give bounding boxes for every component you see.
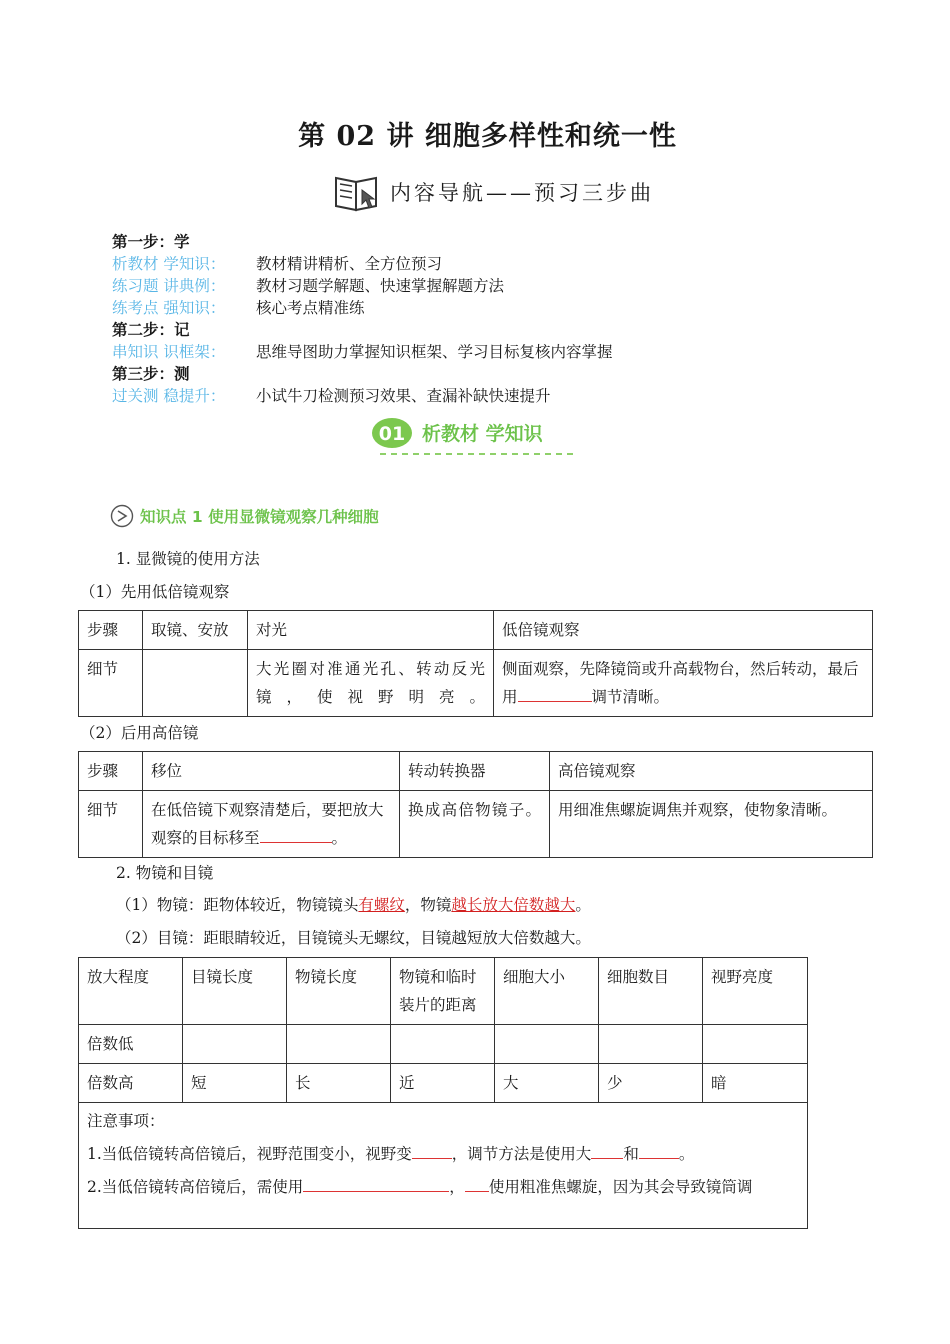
cell-text: 。 bbox=[331, 829, 348, 847]
table-cell bbox=[599, 1025, 703, 1064]
step-item-text: 教材习题学解题、快速掌握解题方法 bbox=[256, 277, 505, 295]
table-cell: 大 bbox=[495, 1064, 599, 1103]
fill-in-blank[interactable] bbox=[412, 1140, 452, 1159]
table-cell: 放大程度 bbox=[79, 958, 183, 1025]
table-row bbox=[79, 1064, 808, 1103]
knowledge-point-heading bbox=[110, 504, 379, 528]
page-title: 第 02 讲 细胞多样性和统一性 bbox=[298, 121, 677, 152]
low-power-table bbox=[78, 610, 873, 717]
cell-text: 在低倍镜下观察清楚后，要把放大观察的目标移至 bbox=[151, 801, 384, 847]
table-row bbox=[79, 1103, 808, 1229]
table-cell: 物镜和临时装片的距离 bbox=[391, 958, 495, 1025]
step-item-label: 析教材 学知识： bbox=[112, 255, 226, 273]
step-item-text: 核心考点精准练 bbox=[256, 299, 365, 317]
table-cell: 近 bbox=[391, 1064, 495, 1103]
table-cell: 大光圈对准通光孔、转动反光镜，使视野明亮。 bbox=[248, 650, 494, 717]
table-cell bbox=[287, 1025, 391, 1064]
high-power-table bbox=[78, 751, 873, 858]
cell-text: 侧面观察，先降镜筒或升高载物台，然后转动，最后用 bbox=[502, 660, 859, 706]
note-1 bbox=[87, 1138, 799, 1171]
note-text: ，调节方法是使用大 bbox=[451, 1145, 592, 1163]
step-item-label: 练习题 讲典例： bbox=[112, 277, 226, 295]
table-cell: 用细准焦螺旋调焦并观察，使物象清晰。 bbox=[550, 791, 873, 858]
cell-text: 调节清晰。 bbox=[591, 688, 670, 706]
table-row bbox=[79, 958, 808, 1025]
table-cell bbox=[495, 1025, 599, 1064]
magnification-table bbox=[78, 957, 808, 1229]
table-cell bbox=[703, 1025, 808, 1064]
table-row bbox=[79, 650, 873, 717]
table-cell: 步骤 bbox=[79, 611, 143, 650]
section-number: 01 bbox=[378, 423, 406, 445]
section-label: 析教材 学知识 bbox=[422, 423, 543, 445]
notes-cell bbox=[79, 1103, 808, 1229]
table-cell: 转动转换器 bbox=[400, 752, 550, 791]
fill-in-blank[interactable] bbox=[303, 1173, 449, 1192]
table-cell: 取镜、安放 bbox=[143, 611, 248, 650]
para-microscope-usage: 1. 显微镜的使用方法 bbox=[116, 550, 260, 568]
step-item-label: 练考点 强知识： bbox=[112, 299, 226, 317]
table-cell bbox=[143, 650, 248, 717]
step-item-label: 过关测 稳提升： bbox=[112, 387, 226, 405]
table-cell: 少 bbox=[599, 1064, 703, 1103]
table-cell: 倍数低 bbox=[79, 1025, 183, 1064]
red-answer: 越长放大倍数越大 bbox=[451, 896, 576, 914]
table-cell: 移位 bbox=[143, 752, 400, 791]
line-text: （1）物镜：距物体较近，物镜镜头 bbox=[116, 896, 359, 914]
step-3-heading: 第三步：测 bbox=[112, 365, 190, 383]
para-low-power-first: （1）先用低倍镜观察 bbox=[80, 583, 230, 601]
content-nav-banner bbox=[332, 170, 654, 214]
table-cell: 换成高倍物镜子。 bbox=[400, 791, 550, 858]
open-book-icon bbox=[332, 170, 384, 214]
note-text: 和 bbox=[623, 1145, 639, 1163]
table-cell: 细节 bbox=[79, 791, 143, 858]
knowledge-point-title: 知识点 1 使用显微镜观察几种细胞 bbox=[140, 508, 379, 526]
table-cell bbox=[183, 1025, 287, 1064]
step-item-text: 小试牛刀检测预习效果、查漏补缺快速提升 bbox=[256, 387, 551, 405]
table-cell: 长 bbox=[287, 1064, 391, 1103]
table-cell: 低倍镜观察 bbox=[494, 611, 873, 650]
study-steps bbox=[112, 231, 613, 407]
para-objective-eyepiece: 2. 物镜和目镜 bbox=[116, 864, 214, 882]
note-text: 。 bbox=[678, 1145, 695, 1163]
content-nav-text: 内容导航——预习三步曲 bbox=[390, 181, 654, 205]
fill-in-blank[interactable] bbox=[591, 1140, 623, 1159]
table-cell: 高倍镜观察 bbox=[550, 752, 873, 791]
note-2 bbox=[87, 1171, 799, 1204]
fill-in-blank[interactable] bbox=[639, 1140, 679, 1159]
table-cell: 短 bbox=[183, 1064, 287, 1103]
para-objective-lens bbox=[116, 893, 591, 915]
fill-in-blank[interactable] bbox=[465, 1173, 489, 1192]
fill-in-blank[interactable] bbox=[518, 683, 592, 702]
table-cell: 步骤 bbox=[79, 752, 143, 791]
table-cell: 目镜长度 bbox=[183, 958, 287, 1025]
table-cell bbox=[494, 650, 873, 717]
line-text: ，物镜 bbox=[404, 896, 452, 914]
note-text: 1.当低倍镜转高倍镜后，视野范围变小，视野变 bbox=[87, 1145, 412, 1163]
note-text: 使用粗准焦螺旋，因为其会导致镜筒调 bbox=[488, 1178, 753, 1196]
arrow-circle-icon bbox=[110, 504, 134, 528]
table-row bbox=[79, 1025, 808, 1064]
step-item-text: 教材精讲精析、全方位预习 bbox=[256, 255, 443, 273]
step-item-text: 思维导图助力掌握知识框架、学习目标复核内容掌握 bbox=[256, 343, 613, 361]
table-cell: 倍数高 bbox=[79, 1064, 183, 1103]
step-1-heading: 第一步：学 bbox=[112, 233, 190, 251]
fill-in-blank[interactable] bbox=[260, 824, 332, 843]
table-row bbox=[79, 752, 873, 791]
table-row bbox=[79, 611, 873, 650]
note-text: ， bbox=[449, 1178, 465, 1196]
section-01-badge bbox=[372, 418, 582, 458]
para-eyepiece: （2）目镜：距眼睛较近，目镜镜头无螺纹，目镜越短放大倍数越大。 bbox=[116, 929, 591, 947]
red-answer: 有螺纹 bbox=[358, 896, 405, 914]
table-cell: 细节 bbox=[79, 650, 143, 717]
table-cell: 对光 bbox=[248, 611, 494, 650]
table-cell: 视野亮度 bbox=[703, 958, 808, 1025]
step-2-heading: 第二步：记 bbox=[112, 321, 190, 339]
table-cell: 细胞大小 bbox=[495, 958, 599, 1025]
para-high-power-next: （2）后用高倍镜 bbox=[80, 724, 199, 742]
note-text: 2.当低倍镜转高倍镜后，需使用 bbox=[87, 1178, 304, 1196]
table-cell: 物镜长度 bbox=[287, 958, 391, 1025]
table-cell: 暗 bbox=[703, 1064, 808, 1103]
step-item-label: 串知识 识框架： bbox=[112, 343, 226, 361]
notes-title: 注意事项： bbox=[87, 1112, 165, 1130]
table-row bbox=[79, 791, 873, 858]
line-text: 。 bbox=[575, 896, 591, 914]
table-cell: 细胞数目 bbox=[599, 958, 703, 1025]
table-cell bbox=[143, 791, 400, 858]
table-cell bbox=[391, 1025, 495, 1064]
